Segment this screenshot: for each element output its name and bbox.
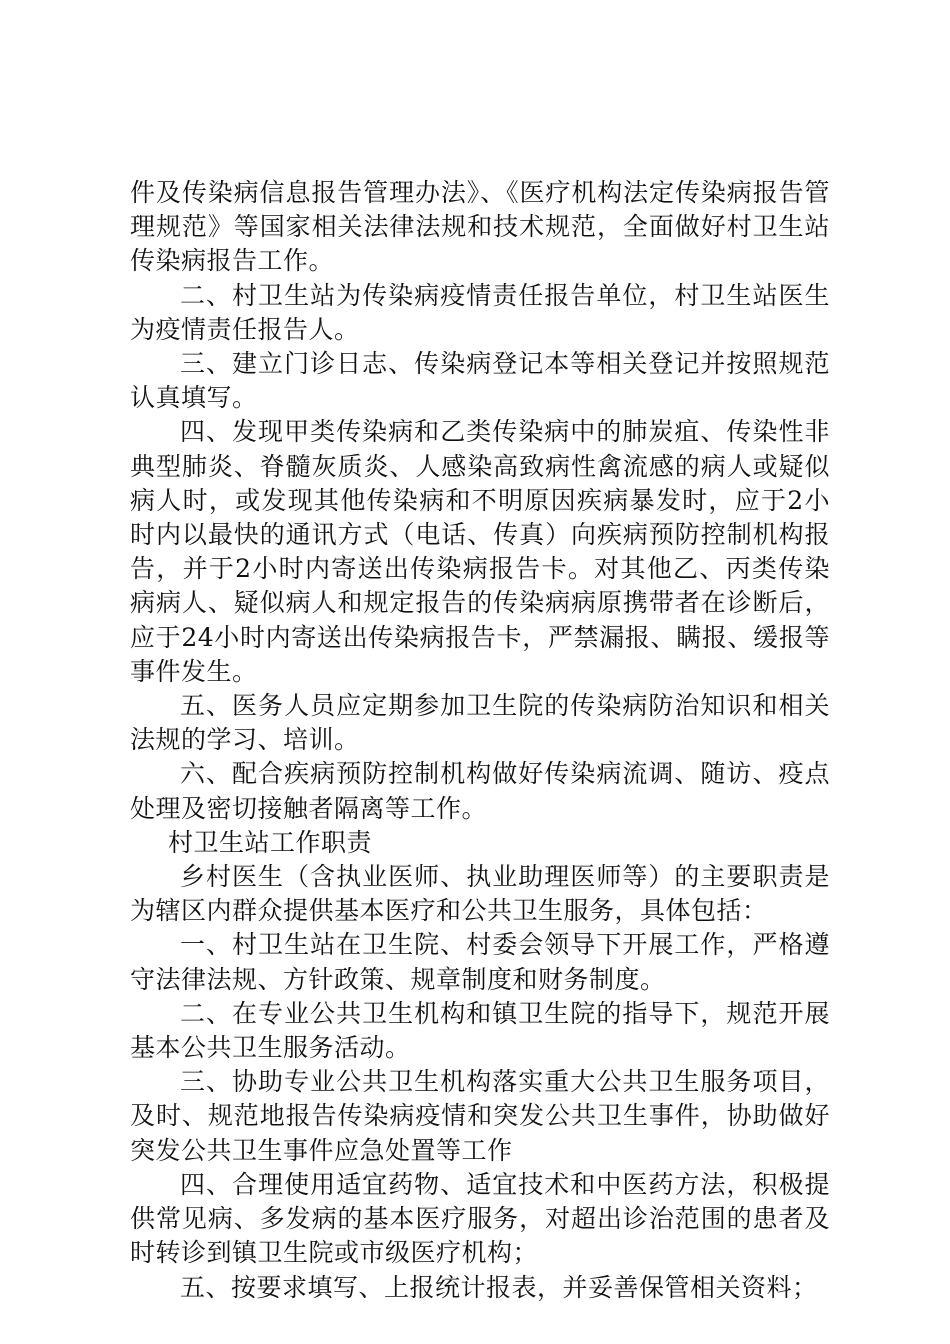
paragraph-continuation: 件及传染病信息报告管理办法》、《医疗机构法定传染病报告管理规范》等国家相关法律法规和技术规范，全面做好村卫生站传染病报告工作。 [130,178,830,276]
section-heading: 村卫生站工作职责 [168,827,373,857]
paragraph-item-6: 六、配合疾病预防控制机构做好传染病流调、随访、疫点处理及密切接触者隔离等工作。 [130,759,830,823]
paragraph-item-4: 四、发现甲类传染病和乙类传染病中的肺炭疽、传染性非典型肺炎、脊髓灰质炎、人感染高致病性禽流感的病人或疑似病人时，或发现其他传染病和不明原因疾病暴发时，应于2小时内以最快的通讯方式（电话、传真）向疾病预防控制机构报告，并于2小时内寄送出传染病报告卡。对其他乙、丙类传染病病人、疑似病人和规定报告的传染病病原携带者在诊断后，应于24小时内寄送出传染病报告卡，严禁漏报、瞒报、缓报等事件发生。 [130,417,830,686]
duty-item-5: 五、按要求填写、上报统计报表，并妥善保管相关资料； [180,1272,818,1302]
paragraph-intro: 乡村医生（含执业医师、执业助理医师等）的主要职责是为辖区内群众提供基本医疗和公共卫生服务，具体包括： [130,862,830,926]
duty-item-1: 一、村卫生站在卫生院、村委会领导下开展工作，严格遵守法律法规、方针政策、规章制度和财务制度。 [130,930,830,994]
document-body [130,176,830,1305]
paragraph-item-2: 二、村卫生站为传染病疫情责任报告单位，村卫生站医生为疫情责任报告人。 [130,280,830,344]
duty-item-2: 二、在专业公共卫生机构和镇卫生院的指导下，规范开展基本公共卫生服务活动。 [130,998,830,1063]
duty-item-4: 四、合理使用适宜药物、适宜技术和中医药方法，积极提供常见病、多发病的基本医疗服务，对超出诊治范围的患者及时转诊到镇卫生院或市级医疗机构； [130,1169,830,1268]
paragraph-item-5: 五、医务人员应定期参加卫生院的传染病防治知识和相关法规的学习、培训。 [130,691,830,755]
paragraph-item-3: 三、建立门诊日志、传染病登记本等相关登记并按照规范认真填写。 [130,349,830,413]
duty-item-3: 三、协助专业公共卫生机构落实重大公共卫生服务项目，及时、规范地报告传染病疫情和突发公共卫生事件，协助做好突发公共卫生事件应急处置等工作 [130,1067,830,1165]
